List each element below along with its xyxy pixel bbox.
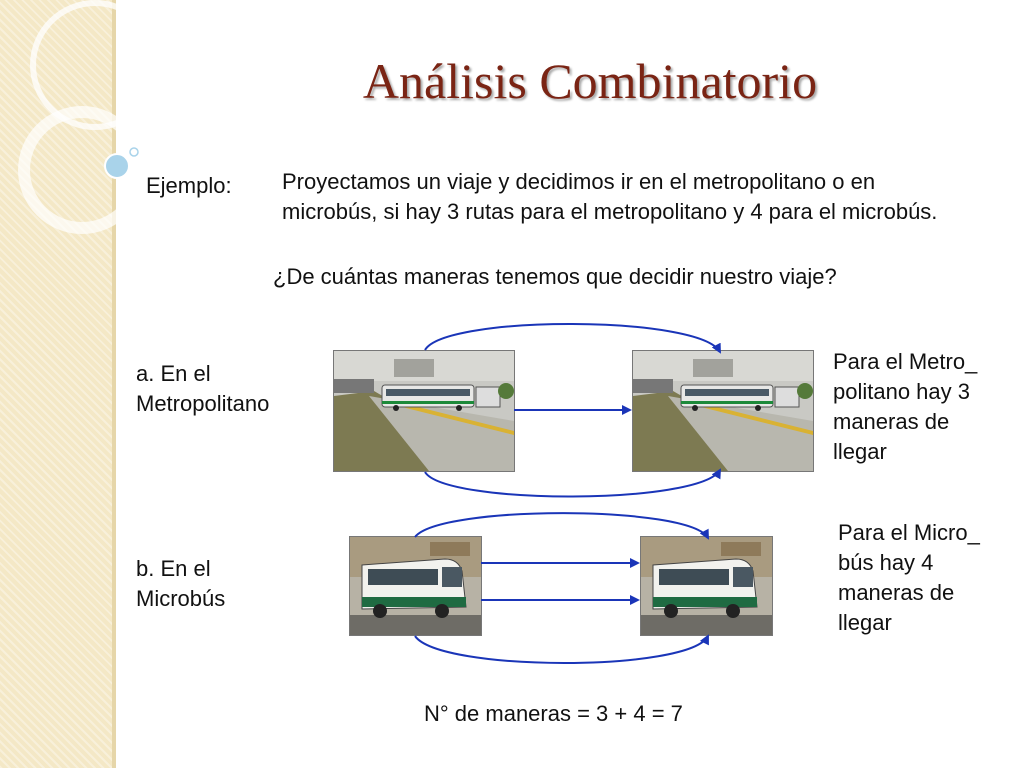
case-a-note-line4: llegar	[833, 439, 887, 464]
case-b-note-line3: maneras de	[838, 580, 955, 605]
metro-route-arrow-top	[425, 324, 720, 352]
slide-title: Análisis Combinatorio	[362, 53, 818, 109]
metropolitano-photo-left	[333, 350, 515, 472]
case-a-note-line1: Para el Metro_	[833, 349, 978, 374]
case-b-label-line2: Microbús	[136, 586, 226, 611]
case-a-label-line2: Metropolitano	[136, 391, 270, 416]
micro-route-arrow-bottom	[415, 636, 708, 663]
case-a-label-line1: a. En el	[136, 361, 211, 386]
question-text: ¿De cuántas maneras tenemos que decidir nuestro viaje?	[273, 264, 837, 289]
case-b-note-line2: bús hay 4	[838, 550, 934, 575]
problem-statement: Proyectamos un viaje y decidimos ir en el metropolitano o en microbús, si hay 3 rutas para el metropolitano y 4 para el microbús.	[282, 169, 938, 224]
case-a-note	[833, 347, 977, 467]
case-b-note-line4: llegar	[838, 610, 892, 635]
case-a-label	[136, 359, 269, 419]
example-label: Ejemplo:	[146, 173, 232, 198]
microbus-photo-left	[349, 536, 482, 636]
case-b-label	[136, 554, 225, 614]
decorative-circles	[0, 0, 170, 300]
metro-route-arrow-bottom	[425, 470, 720, 497]
case-b-label-line1: b. En el	[136, 556, 211, 581]
case-a-note-line2: politano hay 3	[833, 379, 970, 404]
microbus-photo-right	[640, 536, 773, 636]
micro-route-arrow-top	[415, 513, 708, 538]
metropolitano-photo-right	[632, 350, 814, 472]
case-a-note-line3: maneras de	[833, 409, 950, 434]
result-formula: N° de maneras = 3 + 4 = 7	[424, 701, 683, 726]
case-b-note-line1: Para el Micro_	[838, 520, 980, 545]
case-b-note	[838, 518, 980, 638]
